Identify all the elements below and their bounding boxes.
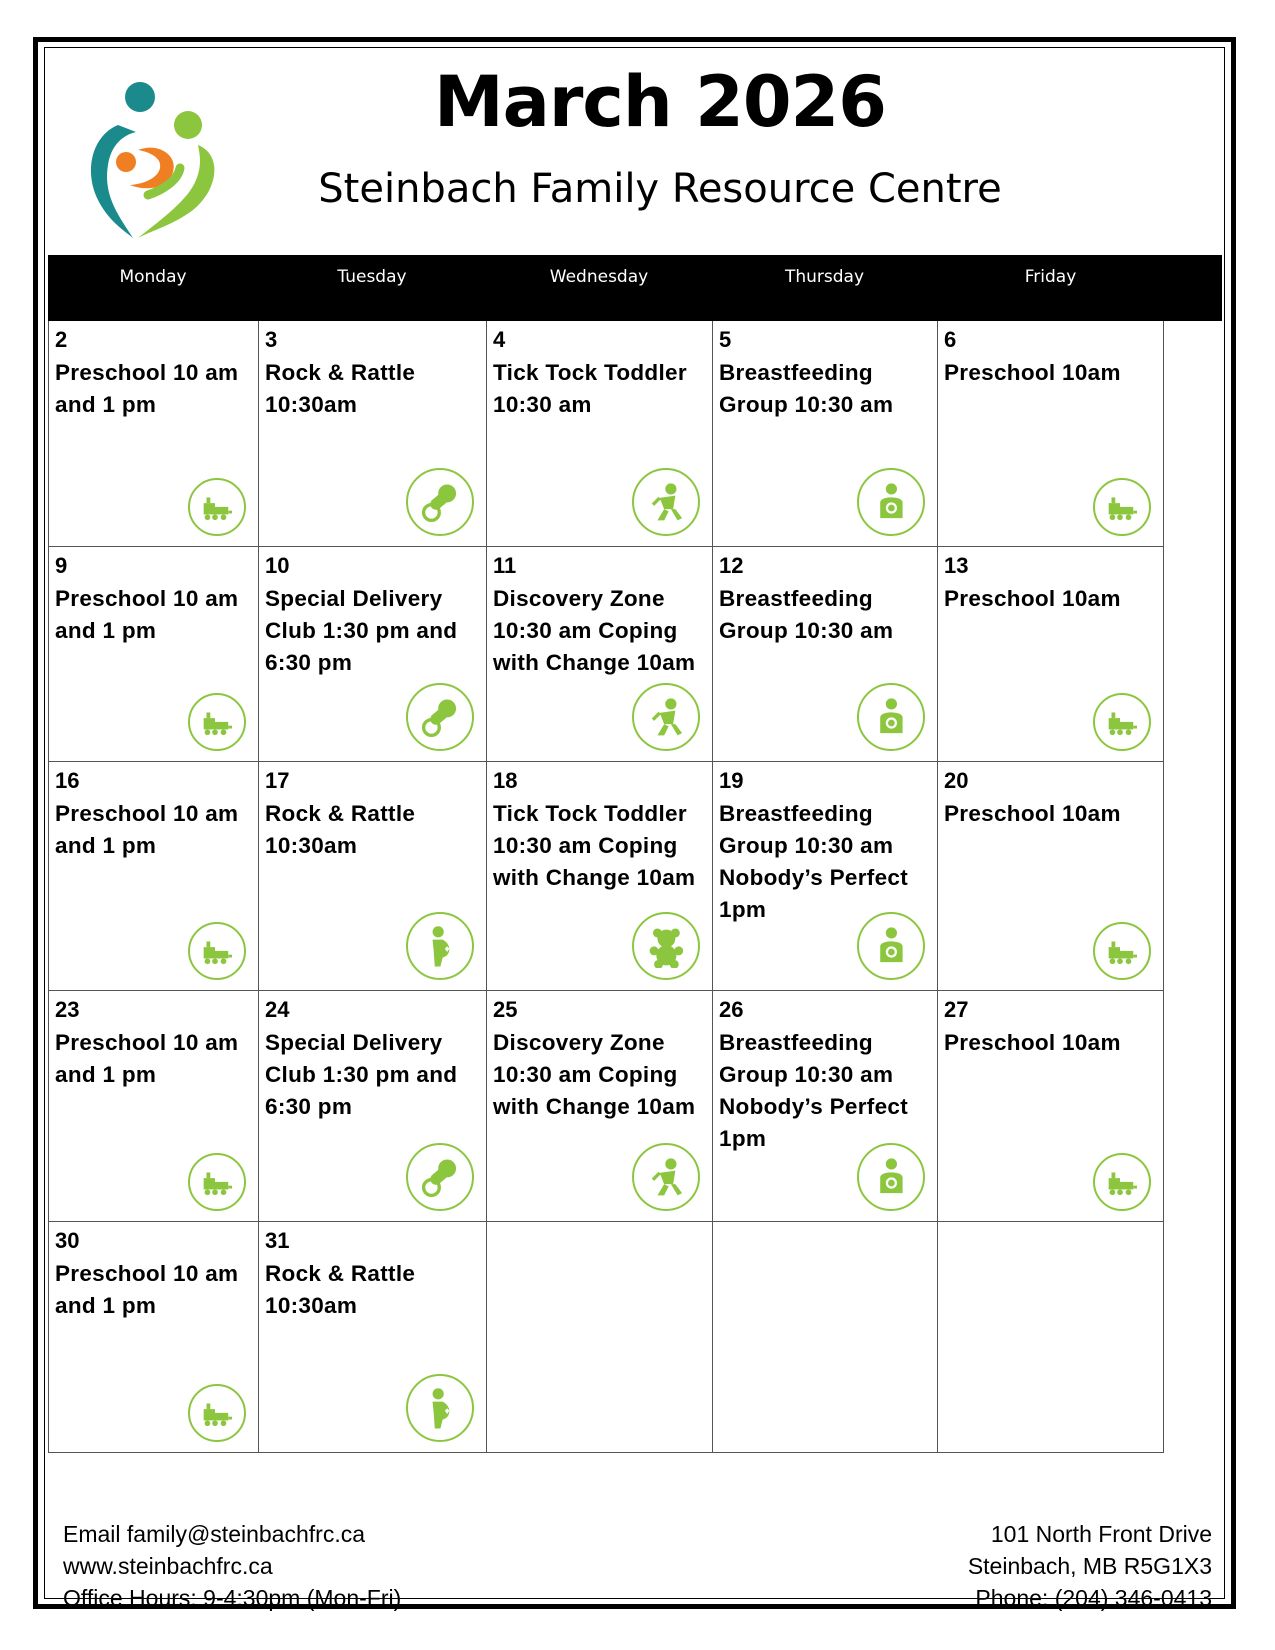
day-number: 3: [265, 327, 278, 352]
event-text: Tick Tock Toddler 10:30 am: [493, 360, 687, 417]
breastfeeding-icon: [857, 683, 925, 751]
pacifier-icon: [406, 468, 474, 536]
calendar-day-cell: [937, 321, 1164, 547]
weekday-friday: Friday: [1024, 267, 1077, 287]
teddy-bear-icon: [632, 912, 700, 980]
event-text: Preschool 10 am and 1 pm: [55, 1030, 239, 1087]
event-text: Preschool 10 am and 1 pm: [55, 360, 239, 417]
event-text: Discovery Zone 10:30 am Coping with Change 10am: [493, 1030, 696, 1119]
train-icon: [188, 478, 246, 536]
toddler-icon: [632, 1143, 700, 1211]
website-text: www.steinbachfrc.ca: [63, 1553, 273, 1579]
weekday-monday: Monday: [119, 267, 187, 287]
calendar-day-cell: [258, 1222, 486, 1453]
day-number: 12: [719, 553, 744, 578]
event-text: Special Delivery Club 1:30 pm and 6:30 pm: [265, 1030, 458, 1119]
day-number: 19: [719, 768, 744, 793]
train-icon: [1093, 922, 1151, 980]
weekday-tuesday: Tuesday: [337, 267, 407, 287]
train-icon: [188, 1153, 246, 1211]
calendar-day-cell: [258, 762, 486, 991]
organization-name: Steinbach Family Resource Centre: [318, 166, 1002, 212]
train-icon: [188, 922, 246, 980]
calendar-day-cell: [48, 547, 258, 762]
day-number: 30: [55, 1228, 80, 1253]
toddler-icon: [632, 468, 700, 536]
calendar-day-cell: [712, 991, 937, 1222]
day-number: 10: [265, 553, 290, 578]
calendar-day-cell: [937, 1222, 1164, 1453]
day-number: 31: [265, 1228, 290, 1253]
day-number: 23: [55, 997, 80, 1022]
pregnant-icon: [406, 1374, 474, 1442]
weekday-header: [48, 255, 1222, 321]
calendar-day-cell: [48, 1222, 258, 1453]
email-text: Email family@steinbachfrc.ca: [63, 1521, 365, 1547]
calendar-day-cell: [48, 321, 258, 547]
event-text: Breastfeeding Group 10:30 am: [719, 586, 894, 643]
train-icon: [1093, 478, 1151, 536]
day-number: 13: [944, 553, 969, 578]
calendar-day-cell: [712, 1222, 937, 1453]
event-text: Rock & Rattle 10:30am: [265, 801, 416, 858]
event-text: Breastfeeding Group 10:30 am Nobody’s Perfect 1pm: [719, 1030, 909, 1151]
day-number: 27: [944, 997, 969, 1022]
calendar-day-cell: [48, 991, 258, 1222]
event-text: Preschool 10 am and 1 pm: [55, 586, 239, 643]
breastfeeding-icon: [857, 468, 925, 536]
weekday-thursday: Thursday: [784, 267, 865, 287]
event-text: Tick Tock Toddler 10:30 am Coping with Change 10am: [493, 801, 696, 890]
calendar-day-cell: [486, 321, 712, 547]
day-number: 6: [944, 327, 957, 352]
calendar-day-cell: [486, 1222, 712, 1453]
day-number: 25: [493, 997, 518, 1022]
calendar-day-cell: [258, 991, 486, 1222]
contact-info: [63, 1518, 401, 1614]
day-number: 16: [55, 768, 80, 793]
calendar-day-cell: [258, 547, 486, 762]
train-icon: [1093, 693, 1151, 751]
breastfeeding-icon: [857, 912, 925, 980]
event-text: Special Delivery Club 1:30 pm and 6:30 pm: [265, 586, 458, 675]
event-text: Preschool 10am: [944, 360, 1121, 385]
family-centre-logo: [78, 80, 248, 250]
pregnant-icon: [406, 912, 474, 980]
day-number: 17: [265, 768, 290, 793]
event-text: Rock & Rattle 10:30am: [265, 360, 416, 417]
day-number: 26: [719, 997, 744, 1022]
calendar-day-cell: [712, 762, 937, 991]
calendar-day-cell: [937, 547, 1164, 762]
day-number: 4: [493, 327, 506, 352]
city-postal: Steinbach, MB R5G1X3: [967, 1553, 1212, 1579]
day-number: 18: [493, 768, 518, 793]
address-info: [968, 1518, 1212, 1614]
calendar-day-cell: [258, 321, 486, 547]
calendar-day-cell: [486, 762, 712, 991]
event-text: Breastfeeding Group 10:30 am: [719, 360, 894, 417]
calendar-day-cell: [712, 547, 937, 762]
day-number: 20: [944, 768, 969, 793]
phone-number: Phone: (204) 346-0413: [975, 1585, 1212, 1611]
event-text: Breastfeeding Group 10:30 am Nobody’s Perfect 1pm: [719, 801, 909, 922]
day-number: 11: [493, 553, 517, 578]
train-icon: [188, 693, 246, 751]
pacifier-icon: [406, 683, 474, 751]
calendar-day-cell: [937, 762, 1164, 991]
calendar-day-cell: [486, 547, 712, 762]
day-number: 5: [719, 327, 732, 352]
calendar-day-cell: [712, 321, 937, 547]
calendar-day-cell: [937, 991, 1164, 1222]
event-text: Preschool 10 am and 1 pm: [55, 1261, 239, 1318]
toddler-icon: [632, 683, 700, 751]
pacifier-icon: [406, 1143, 474, 1211]
weekday-wednesday: Wednesday: [549, 267, 649, 287]
calendar-title: March 2026: [434, 61, 886, 143]
calendar-day-cell: [486, 991, 712, 1222]
breastfeeding-icon: [857, 1143, 925, 1211]
event-text: Preschool 10am: [944, 801, 1121, 826]
calendar-day-cell: [48, 762, 258, 991]
day-number: 24: [265, 997, 290, 1022]
train-icon: [188, 1384, 246, 1442]
street-address: 101 North Front Drive: [990, 1521, 1212, 1547]
day-number: 2: [55, 327, 68, 352]
event-text: Preschool 10am: [944, 1030, 1121, 1055]
event-text: Preschool 10 am and 1 pm: [55, 801, 239, 858]
day-number: 9: [55, 553, 68, 578]
event-text: Discovery Zone 10:30 am Coping with Change 10am: [493, 586, 696, 675]
train-icon: [1093, 1153, 1151, 1211]
event-text: Preschool 10am: [944, 586, 1121, 611]
office-hours-text: Office Hours: 9-4:30pm (Mon-Fri): [63, 1585, 402, 1611]
event-text: Rock & Rattle 10:30am: [265, 1261, 416, 1318]
